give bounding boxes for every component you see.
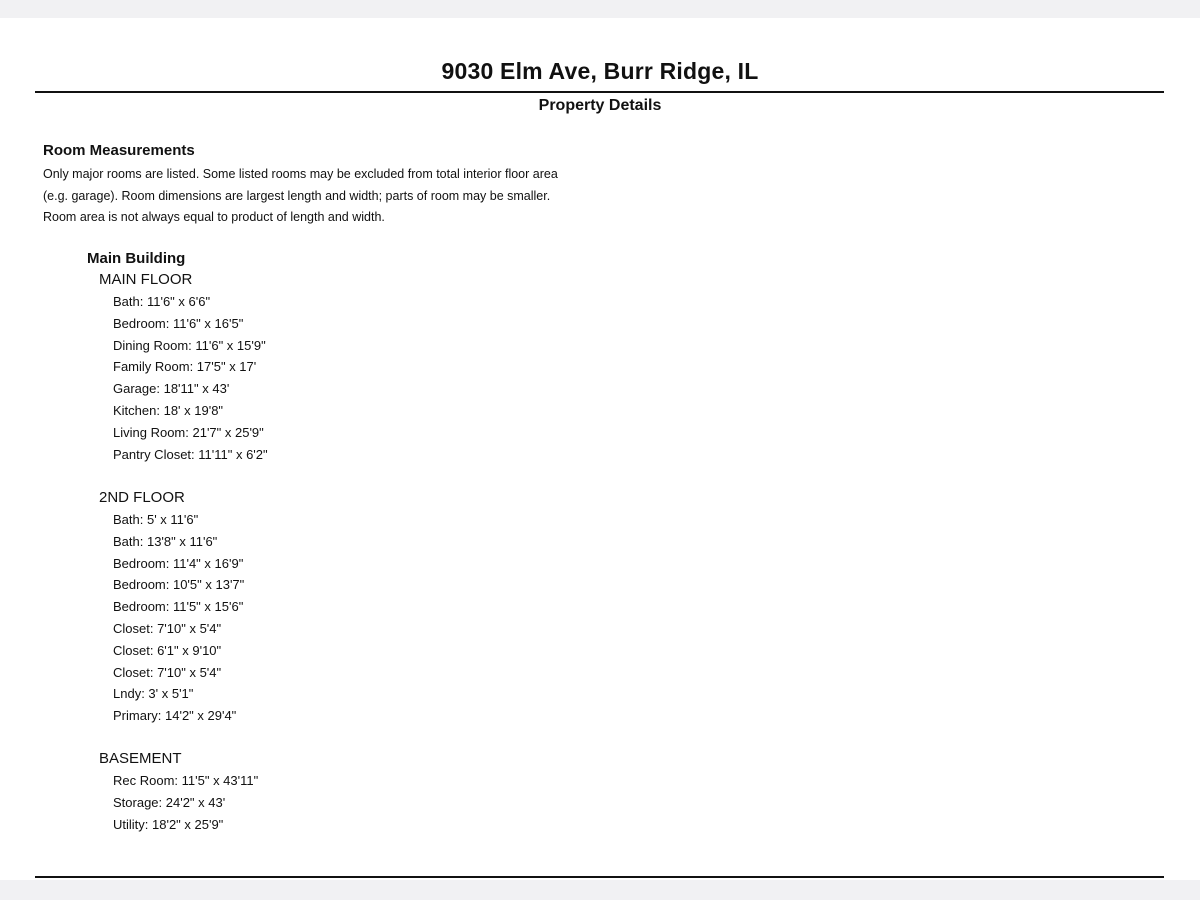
room-item: Dining Room: 11'6" x 15'9" [113, 337, 266, 353]
room-item: Bath: 13'8" x 11'6" [113, 533, 218, 549]
page-title: 9030 Elm Ave, Burr Ridge, IL [441, 58, 759, 84]
document-page [0, 18, 1200, 880]
room-list-main [113, 291, 268, 465]
room-item: Garage: 18'11" x 43' [113, 381, 230, 397]
room-item: Bath: 11'6" x 6'6" [113, 294, 211, 309]
room-item: Closet: 6'1" x 9'10" [113, 642, 222, 658]
room-item: Bath: 5' x 11'6" [113, 512, 199, 527]
floor-name-main: MAIN FLOOR [99, 271, 193, 288]
room-item: Rec Room: 11'5" x 43'11" [113, 773, 259, 788]
page-subtitle: Property Details [538, 97, 662, 114]
room-item: Kitchen: 18' x 19'8" [113, 402, 224, 418]
room-item: Bedroom: 11'5" x 15'6" [113, 599, 244, 615]
room-item: Family Room: 17'5" x 17' [113, 359, 257, 375]
room-item: Closet: 7'10" x 5'4" [113, 620, 222, 636]
room-item: Utility: 18'2" x 25'9" [113, 816, 224, 832]
section-intro [43, 164, 643, 229]
room-item: Lndy: 3' x 5'1" [113, 686, 194, 702]
room-list-basement [113, 770, 258, 835]
room-item: Closet: 7'10" x 5'4" [113, 664, 222, 680]
room-item: Bedroom: 11'4" x 16'9" [113, 555, 244, 571]
room-list-second [113, 509, 244, 727]
room-item: Primary: 14'2" x 29'4" [113, 708, 237, 724]
floor-name-second: 2ND FLOOR [99, 489, 185, 506]
floor-name-basement: BASEMENT [99, 750, 182, 767]
footer-divider [35, 876, 1164, 878]
title-divider [35, 91, 1164, 93]
intro-line: (e.g. garage). Room dimensions are largest length and width; parts of room may be smaller. [43, 188, 551, 203]
room-item: Bedroom: 10'5" x 13'7" [113, 577, 245, 593]
intro-line: Only major rooms are listed. Some listed rooms may be excluded from total interior floor area [43, 167, 558, 181]
room-item: Pantry Closet: 11'11" x 6'2" [113, 446, 268, 462]
room-item: Bedroom: 11'6" x 16'5" [113, 315, 244, 331]
intro-line: Room area is not always equal to product of length and width. [43, 210, 385, 225]
building-name: Main Building [87, 250, 186, 267]
section-heading: Room Measurements [43, 142, 195, 159]
room-item: Living Room: 21'7" x 25'9" [113, 424, 264, 440]
room-item: Storage: 24'2" x 43' [113, 794, 226, 810]
